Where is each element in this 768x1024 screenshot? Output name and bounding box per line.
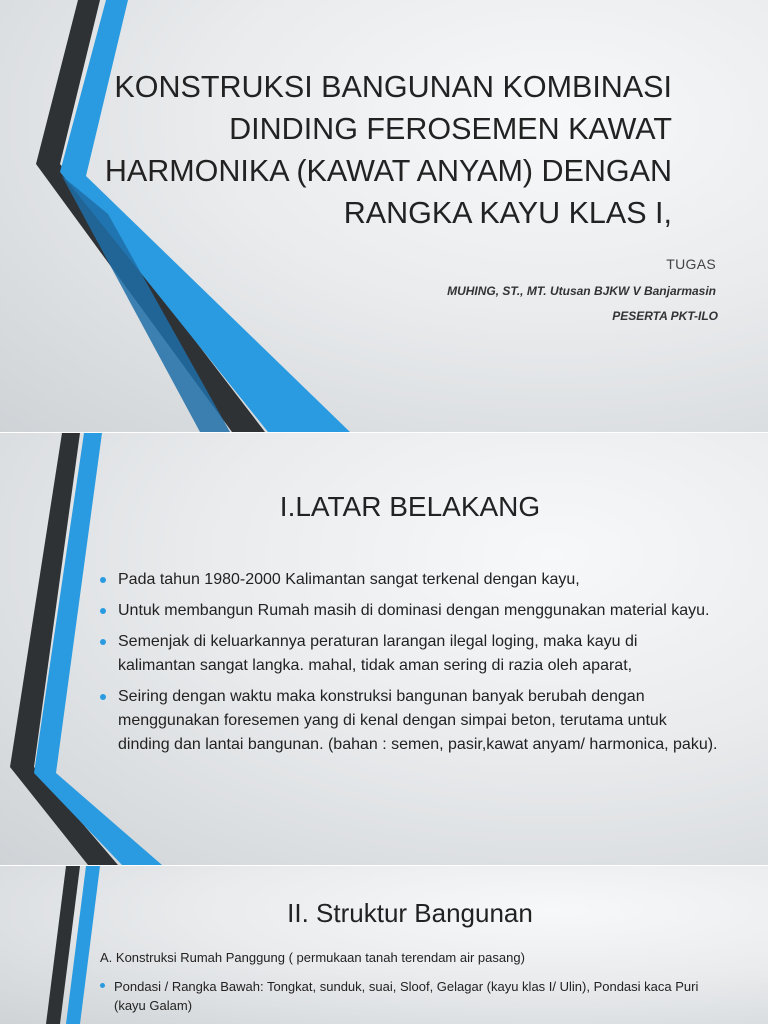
slide-title: [0, 0, 768, 432]
section-title: I.LATAR BELAKANG: [279, 491, 541, 522]
subheading: A. Konstruksi Rumah Panggung ( permukaan tanah terendam air pasang): [100, 950, 525, 965]
slide-struktur-bangunan: [0, 866, 768, 1024]
slide-latar-belakang: [0, 433, 768, 865]
list-item: Seiring dengan waktu maka konstruksi bangunan banyak berubah dengan menggunakan foresemen yang di kenal dengan simpai beton, terutama untuk dinding dan lantai bangunan. (bahan : semen, pasir,kawat anyam/ harmonica, paku).: [118, 685, 718, 757]
list-item: Pada tahun 1980-2000 Kalimantan sangat terkenal dengan kayu,: [118, 568, 718, 592]
list-item: Pondasi / Rangka Bawah: Tongkat, sunduk, suai, Sloof, Gelagar (kayu klas I/ Ulin), Pondasi kaca Puri (kayu Galam): [114, 977, 714, 1015]
subtitle: TUGAS: [666, 256, 716, 272]
author-line: MUHING, ST., MT. Utusan BJKW V Banjarmasin: [447, 284, 716, 298]
bullet-list: [118, 568, 718, 764]
role-line: PESERTA PKT-ILO: [612, 309, 718, 323]
list-item: Untuk membangun Rumah masih di dominasi dengan menggunakan material kayu.: [118, 599, 718, 623]
presentation-title: KONSTRUKSI BANGUNAN KOMBINASI DINDING FEROSEMEN KAWAT HARMONIKA (KAWAT ANYAM) DENGAN RANGKA KAYU KLAS I,: [104, 70, 672, 230]
bullet-list: [114, 977, 714, 1015]
list-item: Semenjak di keluarkannya peraturan larangan ilegal loging, maka kayu di kalimantan sangat langka. mahal, tidak aman sering di razia oleh aparat,: [118, 630, 718, 678]
section-title: II. Struktur Bangunan: [287, 898, 533, 928]
